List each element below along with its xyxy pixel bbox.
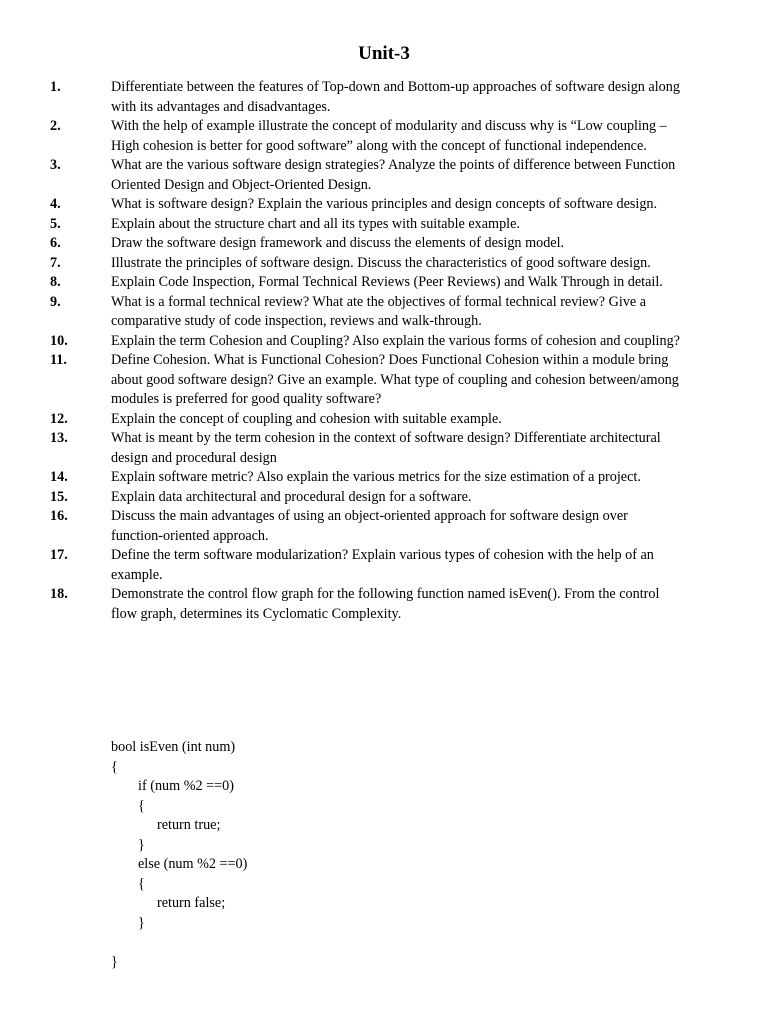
- code-line: }: [111, 953, 118, 970]
- question-number: 8.: [50, 274, 61, 290]
- question-text: Explain the term Cohesion and Coupling? Also explain the various forms of cohesion and coupling?: [111, 332, 680, 349]
- question-number: 14.: [50, 469, 68, 485]
- question-number: 3.: [50, 157, 61, 173]
- code-line: {: [111, 758, 118, 775]
- question-number: 11.: [50, 352, 67, 368]
- question-item: [50, 156, 680, 195]
- question-text: Illustrate the principles of software design. Discuss the characteristics of good software design.: [111, 254, 651, 271]
- question-number: 5.: [50, 215, 61, 232]
- question-number: 16.: [50, 508, 68, 524]
- question-item: [50, 78, 680, 117]
- question-text: Demonstrate the control flow graph for the following function named isEven(). From the control flow graph, determines its Cyclomatic Complexity.: [111, 586, 660, 622]
- question-text: With the help of example illustrate the concept of modularity and discuss why is “Low coupling –High cohesion is better for good software” along with the concept of functional independence.: [111, 118, 667, 154]
- question-item: [50, 195, 680, 215]
- question-text: Define the term software modularization? Explain various types of cohesion with the help of an example.: [111, 547, 654, 583]
- code-line: bool isEven (int num): [111, 739, 236, 755]
- question-item: [50, 410, 680, 430]
- question-text: Explain Code Inspection, Formal Technical Reviews (Peer Reviews) and Walk Through in detail.: [111, 274, 663, 290]
- code-line: return true;: [157, 817, 221, 833]
- question-text: What are the various software design strategies? Analyze the points of difference between Function Oriented Design and Object-Oriented Design.: [111, 157, 676, 193]
- question-text: Explain software metric? Also explain the various metrics for the size estimation of a project.: [111, 469, 641, 485]
- question-item: [50, 273, 680, 293]
- question-text: What is a formal technical review? What ate the objectives of formal technical review? Give a comparative study of code inspection, reviews and walk-through.: [111, 293, 647, 329]
- question-item: [50, 234, 680, 254]
- question-number: 6.: [50, 235, 61, 251]
- code-line: }: [138, 836, 145, 853]
- question-number: 15.: [50, 488, 68, 505]
- question-number: 1.: [50, 79, 61, 95]
- question-item: [50, 546, 680, 585]
- question-number: 18.: [50, 586, 68, 602]
- question-text: What is software design? Explain the various principles and design concepts of software design.: [111, 196, 658, 212]
- question-number: 10.: [50, 332, 68, 349]
- question-number: 7.: [50, 254, 61, 271]
- code-snippet: [111, 738, 741, 972]
- question-item: [50, 254, 680, 274]
- question-item: [50, 488, 680, 508]
- question-item: [50, 215, 680, 235]
- page-title: Unit-3: [358, 43, 410, 64]
- question-text: Discuss the main advantages of using an object-oriented approach for software design over function-oriented approach.: [111, 508, 628, 544]
- question-text: Explain the concept of coupling and cohesion with suitable example.: [111, 410, 502, 427]
- code-line: else (num %2 ==0): [138, 856, 248, 872]
- question-item: [50, 468, 680, 488]
- code-line: }: [138, 914, 145, 931]
- question-text: Draw the software design framework and discuss the elements of design model.: [111, 235, 565, 251]
- question-item: [50, 351, 680, 410]
- question-number: 9.: [50, 293, 61, 310]
- question-text: What is meant by the term cohesion in the context of software design? Differentiate architectural design and procedural design: [111, 430, 661, 466]
- question-text: Define Cohesion. What is Functional Cohesion? Does Functional Cohesion within a module bring about good software design? Give an example. What type of coupling and cohesion between/among modules is preferred for good quality software?: [111, 352, 679, 407]
- code-line: {: [138, 875, 145, 892]
- question-text: Explain data architectural and procedural design for a software.: [111, 488, 472, 505]
- code-line: {: [138, 797, 145, 814]
- question-item: [50, 293, 680, 332]
- question-list: [50, 78, 680, 624]
- question-item: [50, 585, 680, 624]
- question-number: 12.: [50, 410, 68, 427]
- question-text: Differentiate between the features of Top-down and Bottom-up approaches of software design along with its advantages and disadvantages.: [111, 79, 680, 115]
- code-line: if (num %2 ==0): [138, 778, 234, 794]
- question-number: 17.: [50, 547, 68, 563]
- question-item: [50, 117, 680, 156]
- question-number: 13.: [50, 430, 68, 446]
- question-number: 4.: [50, 196, 61, 212]
- code-line: return false;: [157, 895, 226, 911]
- question-item: [50, 507, 680, 546]
- question-text: Explain about the structure chart and all its types with suitable example.: [111, 215, 520, 232]
- question-item: [50, 332, 680, 352]
- code-line: [111, 933, 741, 953]
- question-item: [50, 429, 680, 468]
- question-number: 2.: [50, 118, 61, 134]
